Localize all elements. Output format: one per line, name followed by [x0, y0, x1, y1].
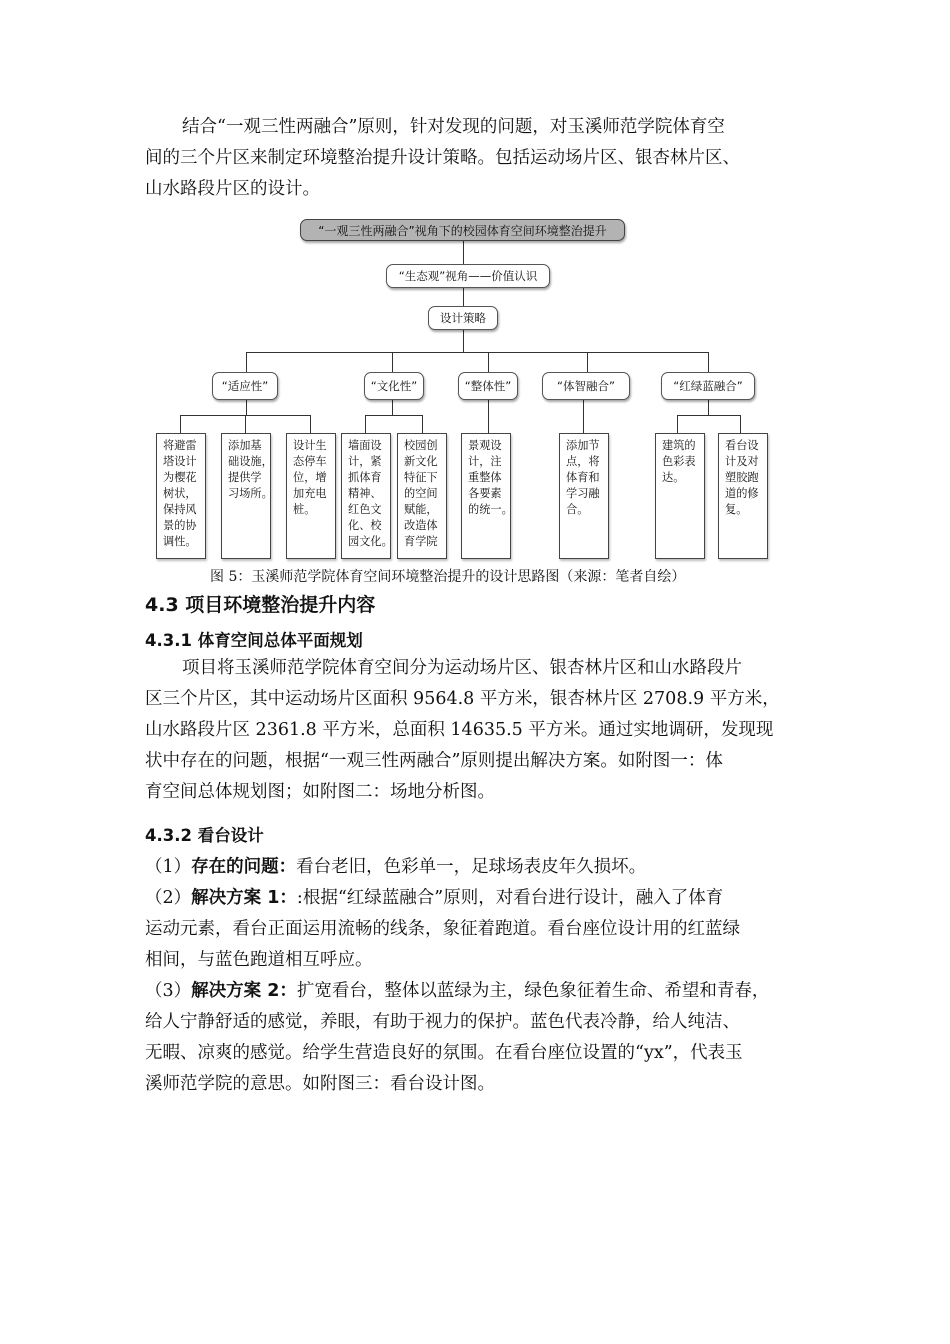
paragraph-line: 区三个片区，其中运动场片区面积 9564.8 平方米，银杏林片区 2708.9 平方米， [145, 689, 780, 709]
connector [180, 415, 181, 433]
connector [246, 352, 247, 372]
section-4-3-1-paragraph [145, 653, 815, 808]
section-heading-4-3-1: 4.3.1 体育空间总体平面规划 [145, 631, 363, 650]
leaf-box: 设计生 态停车 位，增 加充电 桩。 [286, 433, 336, 559]
connector [463, 240, 464, 264]
connector [463, 330, 464, 352]
leaf-box: 墙面设 计，紧 抓体育 精神、 红色文 化、校 园文化。 [341, 433, 391, 559]
category-red-green-blue: “红绿蓝融合” [661, 372, 755, 400]
item-3-line: 给人宁静舒适的感觉，养眼，有助于视力的保护。蓝色代表冷静，给人纯洁、 [145, 1012, 740, 1032]
connector [422, 415, 423, 433]
category-culture: “文化性” [364, 372, 424, 400]
design-strategy-box: 设计策略 [428, 306, 498, 330]
item-3: （3）解决方案 2：扩宽看台，整体以蓝绿为主，绿色象征着生命、希望和青春， [145, 981, 770, 1001]
figure-caption: 图 5：玉溪师范学院体育空间环境整治提升的设计思路图（来源：笔者自绘） [210, 569, 686, 585]
diagram-title: “一观三性两融合”视角下的校园体育空间环境整治提升 [300, 219, 625, 241]
connector [246, 400, 247, 415]
leaf-box: 建筑的 色彩表 达。 [655, 433, 705, 559]
ecology-view-box: “生态观”视角——价值认识 [386, 264, 550, 288]
item-3-line: 溪师范学院的意思。如附图三：看台设计图。 [145, 1074, 495, 1094]
item-2-line: 运动元素，看台正面运用流畅的线条，象征着跑道。看台座位设计用的红蓝绿 [145, 919, 740, 939]
category-adaptability: “适应性” [212, 372, 278, 400]
paragraph-line: 山水路段片区 2361.8 平方米，总面积 14635.5 平方米。通过实地调研，发现现 [145, 720, 774, 740]
connector [708, 400, 709, 415]
paragraph-line: 状中存在的问题，根据“一观三性两融合”原则提出解决方案。如附图一：体 [145, 751, 723, 771]
section-heading-4-3-2: 4.3.2 看台设计 [145, 826, 264, 845]
connector [392, 400, 393, 415]
leaf-box: 校园创 新文化 特征下 的空间 赋能， 改造体 育学院 [397, 433, 447, 559]
section-heading-4-3: 4.3 项目环境整治提升内容 [145, 594, 376, 616]
connector [246, 352, 708, 353]
connector [310, 415, 311, 433]
item-2: （2）解决方案 1：:根据“红绿蓝融合”原则，对看台进行设计，融入了体育 [145, 888, 724, 908]
connector [488, 400, 489, 433]
connector [583, 400, 584, 433]
intro-line: 山水路段片区的设计。 [145, 179, 320, 199]
item-1: （1）存在的问题：看台老旧，色彩单一，足球场表皮年久损坏。 [145, 857, 647, 877]
connector [587, 352, 588, 372]
intro-line: 结合“一观三性两融合”原则，针对发现的问题，对玉溪师范学院体育空 [182, 117, 725, 137]
category-body-mind: “体智融合” [542, 372, 630, 400]
intro-line: 间的三个片区来制定环境整治提升设计策略。包括运动场片区、银杏林片区、 [145, 148, 740, 168]
connector [245, 415, 246, 433]
leaf-box: 添加节 点，将 体育和 学习融 合。 [559, 433, 609, 559]
connector [677, 415, 678, 433]
section-4-3-2-list [145, 852, 815, 1100]
connector [392, 352, 393, 372]
design-strategy-diagram [0, 0, 950, 600]
leaf-box: 看台设 计及对 塑胶跑 道的修 复。 [718, 433, 768, 559]
paragraph-line: 育空间总体规划图；如附图二：场地分析图。 [145, 782, 495, 802]
connector [365, 415, 423, 416]
leaf-box: 景观设 计，注 重整体 各要素 的统一。 [461, 433, 511, 559]
item-3-line: 无暇、凉爽的感觉。给学生营造良好的氛围。在看台座位设置的“yx”，代表玉 [145, 1043, 743, 1063]
connector [488, 352, 489, 372]
connector [708, 352, 709, 372]
category-integrity: “整体性” [458, 372, 518, 400]
paragraph-line: 项目将玉溪师范学院体育空间分为运动场片区、银杏林片区和山水路段片 [182, 658, 742, 678]
leaf-box: 将避雷 塔设计 为樱花 树状， 保持风 景的协 调性。 [156, 433, 206, 559]
connector [740, 415, 741, 433]
connector [677, 415, 741, 416]
connector [463, 288, 464, 306]
connector [365, 415, 366, 433]
leaf-box: 添加基 础设施， 提供学 习场所。 [221, 433, 271, 559]
item-2-line: 相间，与蓝色跑道相互呼应。 [145, 950, 373, 970]
